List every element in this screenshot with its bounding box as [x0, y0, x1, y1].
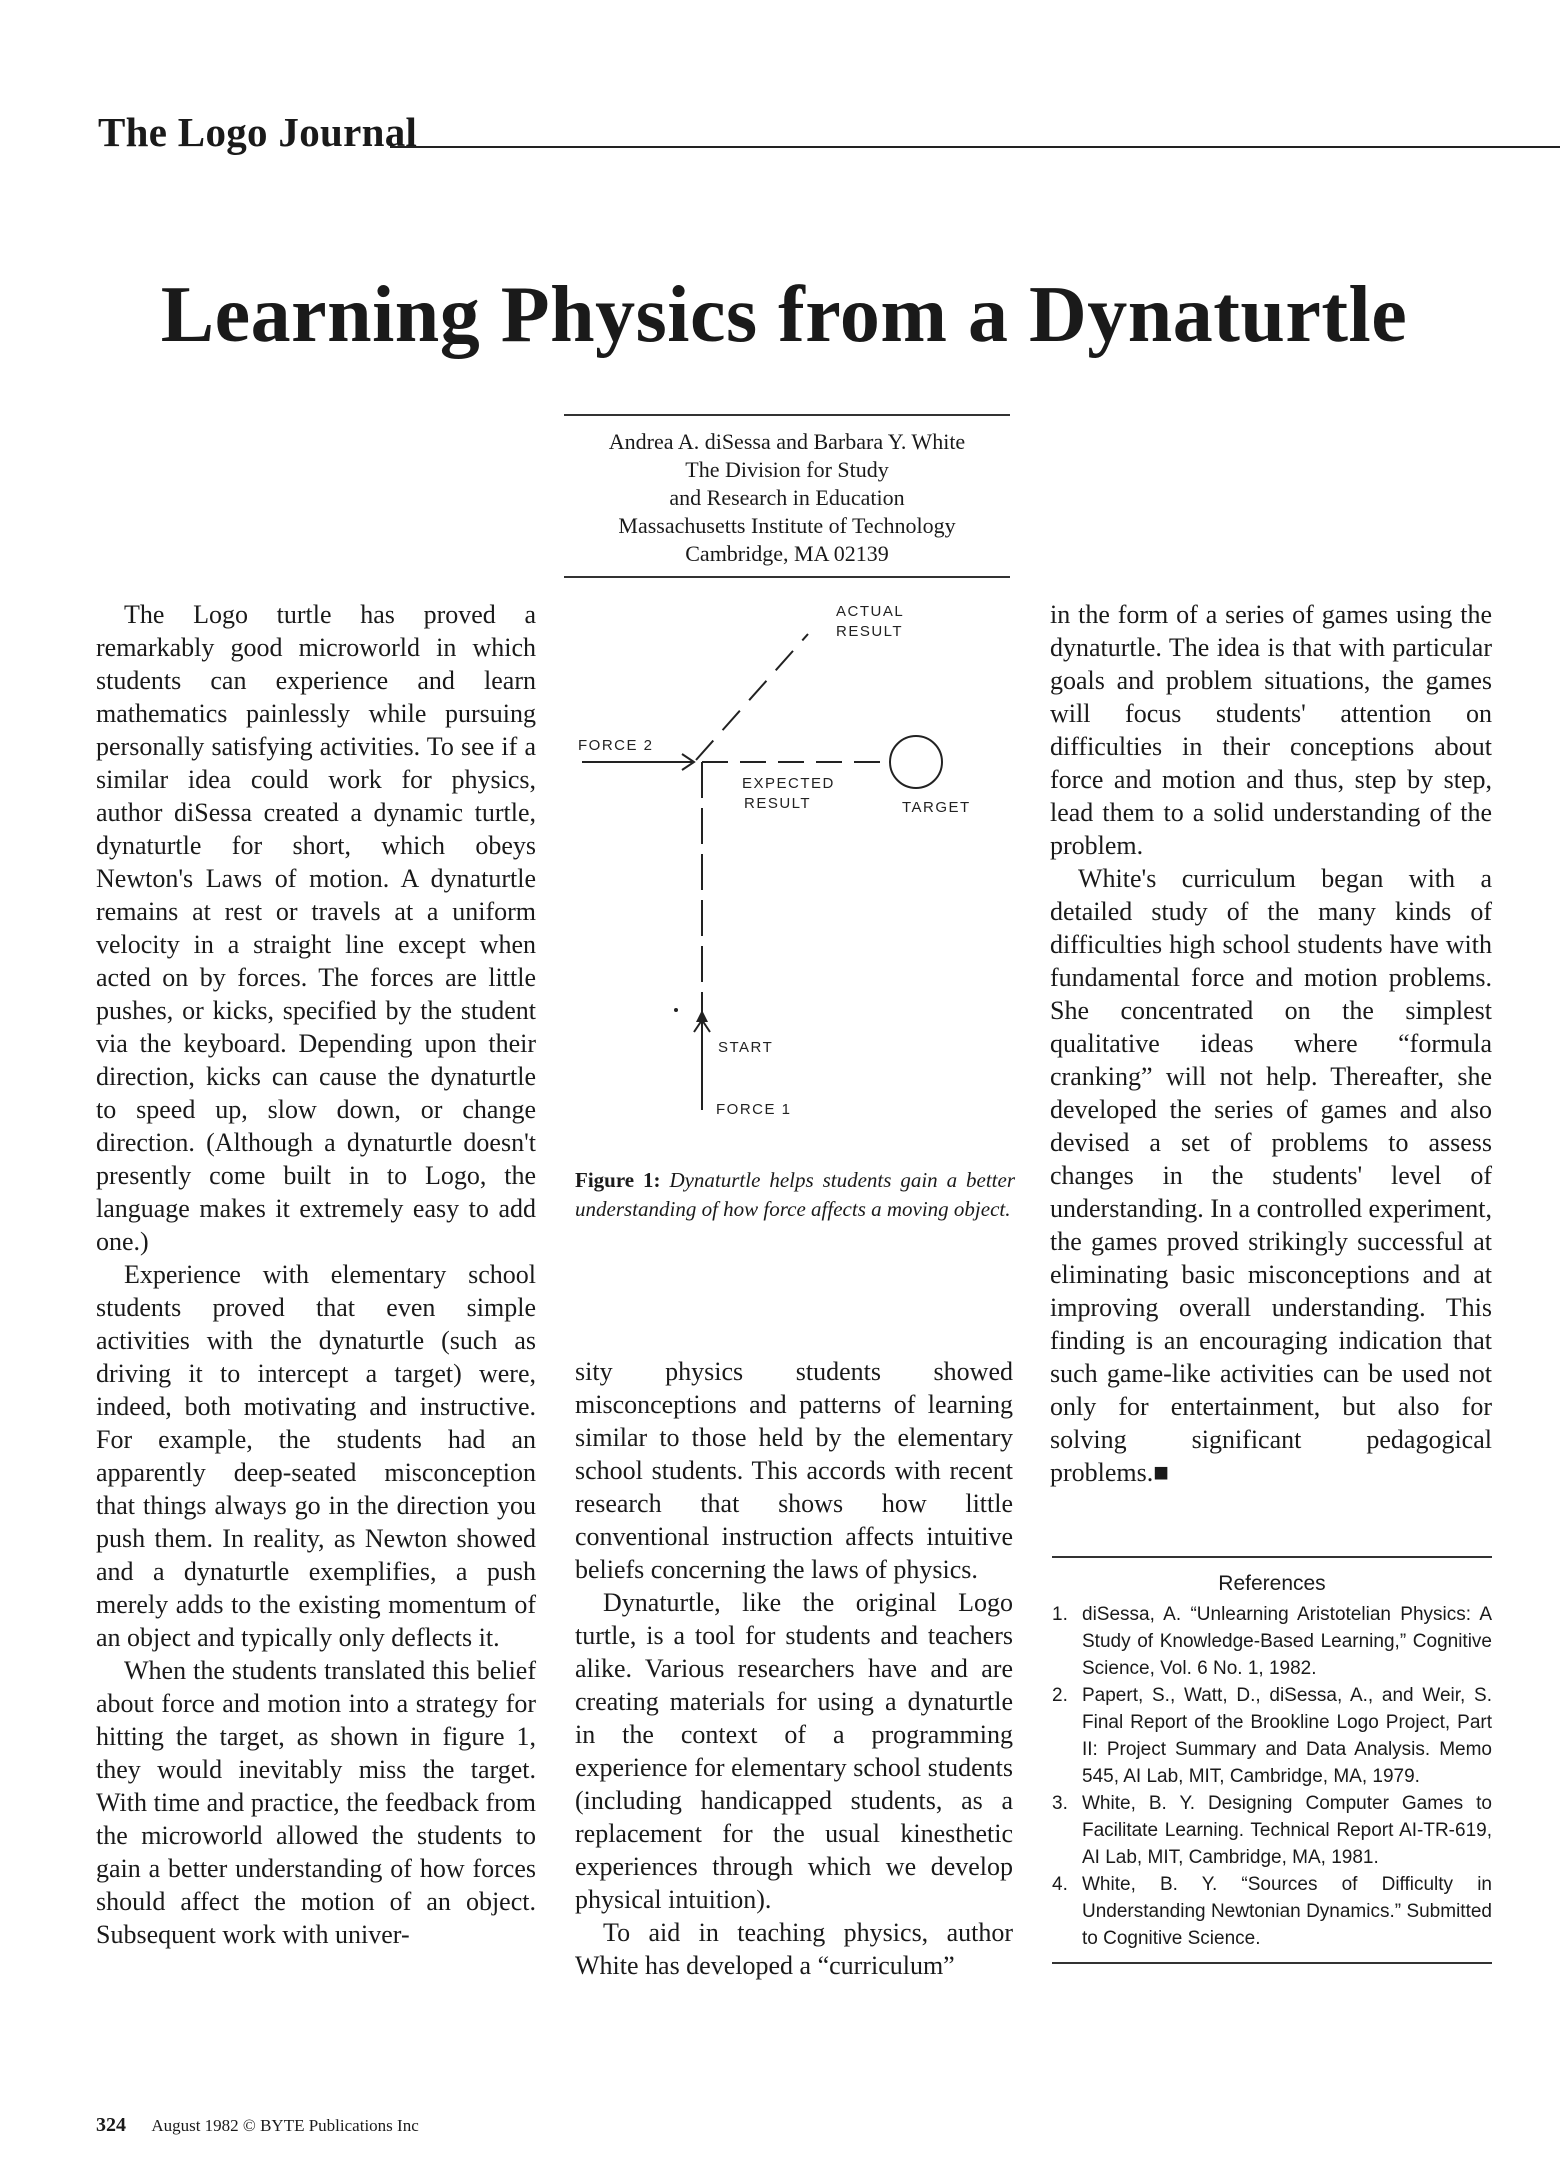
- actual-path-line: [696, 634, 808, 760]
- reference-text: diSessa, A. “Unlearning Aristotelian Physics: A Study of Knowledge-Based Learning,” Cognitive Science, Vol. 6 No. 1, 1982.: [1082, 1604, 1492, 1679]
- label-force-2: FORCE 2: [578, 737, 654, 754]
- label-force-1: FORCE 1: [716, 1101, 792, 1118]
- byline: [564, 414, 1010, 578]
- byline-affiliation-2: and Research in Education: [669, 485, 905, 510]
- paragraph: When the students translated this belief about force and motion into a strategy for hitting the target, as shown in figure 1, they would inevitably miss the target. With time and practice, the feedback from the microworld allowed the students to gain a better understanding of how forces should affect the motion of an object. Subsequent work with univer-: [96, 1656, 536, 1949]
- article-title: Learning Physics from a Dynaturtle: [160, 271, 1408, 359]
- footer-credit: August 1982 © BYTE Publications Inc: [151, 2116, 419, 2135]
- reference-item: [1052, 1682, 1492, 1790]
- byline-affiliation-1: The Division for Study: [685, 457, 889, 482]
- reference-number: 2.: [1052, 1685, 1068, 1706]
- page-number: 324: [96, 2114, 126, 2136]
- label-actual: ACTUAL: [836, 603, 905, 620]
- paragraph: Experience with elementary school students proved that even simple activities with the dynaturtle (such as driving it to intercept a target) were, indeed, both motivating and instructive. For example, the students had an apparently deep-seated misconception that things always go in the direction you push them. In reality, as Newton showed and a dynaturtle exemplifies, a push merely adds to the existing momentum of an object and typically only deflects it.: [96, 1260, 536, 1652]
- column-right: [1050, 598, 1492, 1489]
- reference-number: 3.: [1052, 1793, 1068, 1814]
- byline-address: Cambridge, MA 02139: [685, 541, 889, 566]
- byline-authors: Andrea A. diSessa and Barbara Y. White: [608, 429, 966, 454]
- paragraph: White's curriculum began with a detailed study of the many kinds of difficulties high school students have with fundamental force and motion problems. She concentrated on the simplest qualitative ideas where “formula cranking” will not help. Thereafter, she developed the series of games and also devised a set of problems to assess changes in the students' level of understanding. In a controlled experiment, the games proved strikingly successful at eliminating basic misconceptions and at improving overall understanding. This finding is an encouraging indication that such game-like activities can be used not only for entertainment, but also for solving significant pedagogical problems.■: [1050, 864, 1492, 1487]
- reference-number: 1.: [1052, 1604, 1068, 1625]
- reference-item: [1052, 1790, 1492, 1871]
- column-middle: [575, 1355, 1013, 1982]
- caption-label: Figure 1:: [575, 1168, 661, 1192]
- reference-item: [1052, 1871, 1492, 1952]
- references-title: References: [1218, 1572, 1326, 1595]
- label-expected-result: RESULT: [744, 795, 812, 812]
- start-dot: [674, 1008, 678, 1012]
- label-expected: EXPECTED: [742, 775, 835, 792]
- reference-number: 4.: [1052, 1874, 1068, 1895]
- paragraph: in the form of a series of games using the dynaturtle. The idea is that with particular goals and problem situations, the games will focus students' attention on difficulties in their conceptions about force and motion and thus, step by step, lead them to a solid understanding of the problem.: [1050, 600, 1492, 860]
- figure-caption: [575, 1166, 1015, 1224]
- turtle-marker: [696, 1010, 708, 1022]
- references: [1052, 1556, 1492, 1964]
- journal-name: The Logo Journal: [98, 109, 418, 155]
- reference-text: White, B. Y. Designing Computer Games to Facilitate Learning. Technical Report AI-TR-619, AI Lab, MIT, Cambridge, MA, 1981.: [1082, 1793, 1492, 1868]
- column-left: [96, 598, 536, 1951]
- header-rule: [390, 146, 1560, 148]
- page-footer: [96, 2114, 419, 2137]
- caption-text: Dynaturtle helps students gain a better understanding of how force affects a moving object.: [575, 1168, 1015, 1221]
- paragraph: To aid in teaching physics, author White has developed a “curriculum”: [575, 1918, 1013, 1980]
- reference-text: Papert, S., Watt, D., diSessa, A., and Weir, S. Final Report of the Brookline Logo Project, Part II: Project Summary and Data Analysis. Memo 545, AI Lab, MIT, Cambridge, MA, 1979.: [1082, 1685, 1492, 1787]
- paragraph: sity physics students showed misconceptions and patterns of learning similar to those held by the elementary school students. This accords with recent research that shows how little conventional instruction affects intuitive beliefs concerning the laws of physics.: [575, 1357, 1013, 1584]
- reference-item: [1052, 1601, 1492, 1682]
- target-circle: [890, 736, 942, 788]
- label-actual-result: RESULT: [836, 623, 904, 640]
- label-target: TARGET: [902, 799, 971, 816]
- figure-diagram: [572, 598, 1012, 1158]
- label-start: START: [718, 1039, 774, 1056]
- paragraph: Dynaturtle, like the original Logo turtle, is a tool for students and teachers alike. Various researchers have and are creating materials for using a dynaturtle in the context of a programming experience for elementary school students (including handicapped students, as a replacement for the usual kinesthetic experiences through which we develop physical intuition).: [575, 1588, 1013, 1914]
- byline-institution: Massachusetts Institute of Technology: [618, 513, 956, 538]
- reference-text: White, B. Y. “Sources of Difficulty in Understanding Newtonian Dynamics.” Submitted to Cognitive Science.: [1082, 1874, 1492, 1949]
- paragraph: The Logo turtle has proved a remarkably good microworld in which students can experience and learn mathematics painlessly while pursuing personally satisfying activities. To see if a similar idea could work for physics, author diSessa created a dynamic turtle, dynaturtle for short, which obeys Newton's Laws of motion. A dynaturtle remains at rest or travels at a uniform velocity in a straight line except when acted on by forces. The forces are little pushes, or kicks, specified by the student via the keyboard. Depending upon their direction, kicks can cause the dynaturtle to speed up, slow down, or change direction. (Although a dynaturtle doesn't presently come built in to Logo, the language makes it extremely easy to add one.): [96, 600, 536, 1256]
